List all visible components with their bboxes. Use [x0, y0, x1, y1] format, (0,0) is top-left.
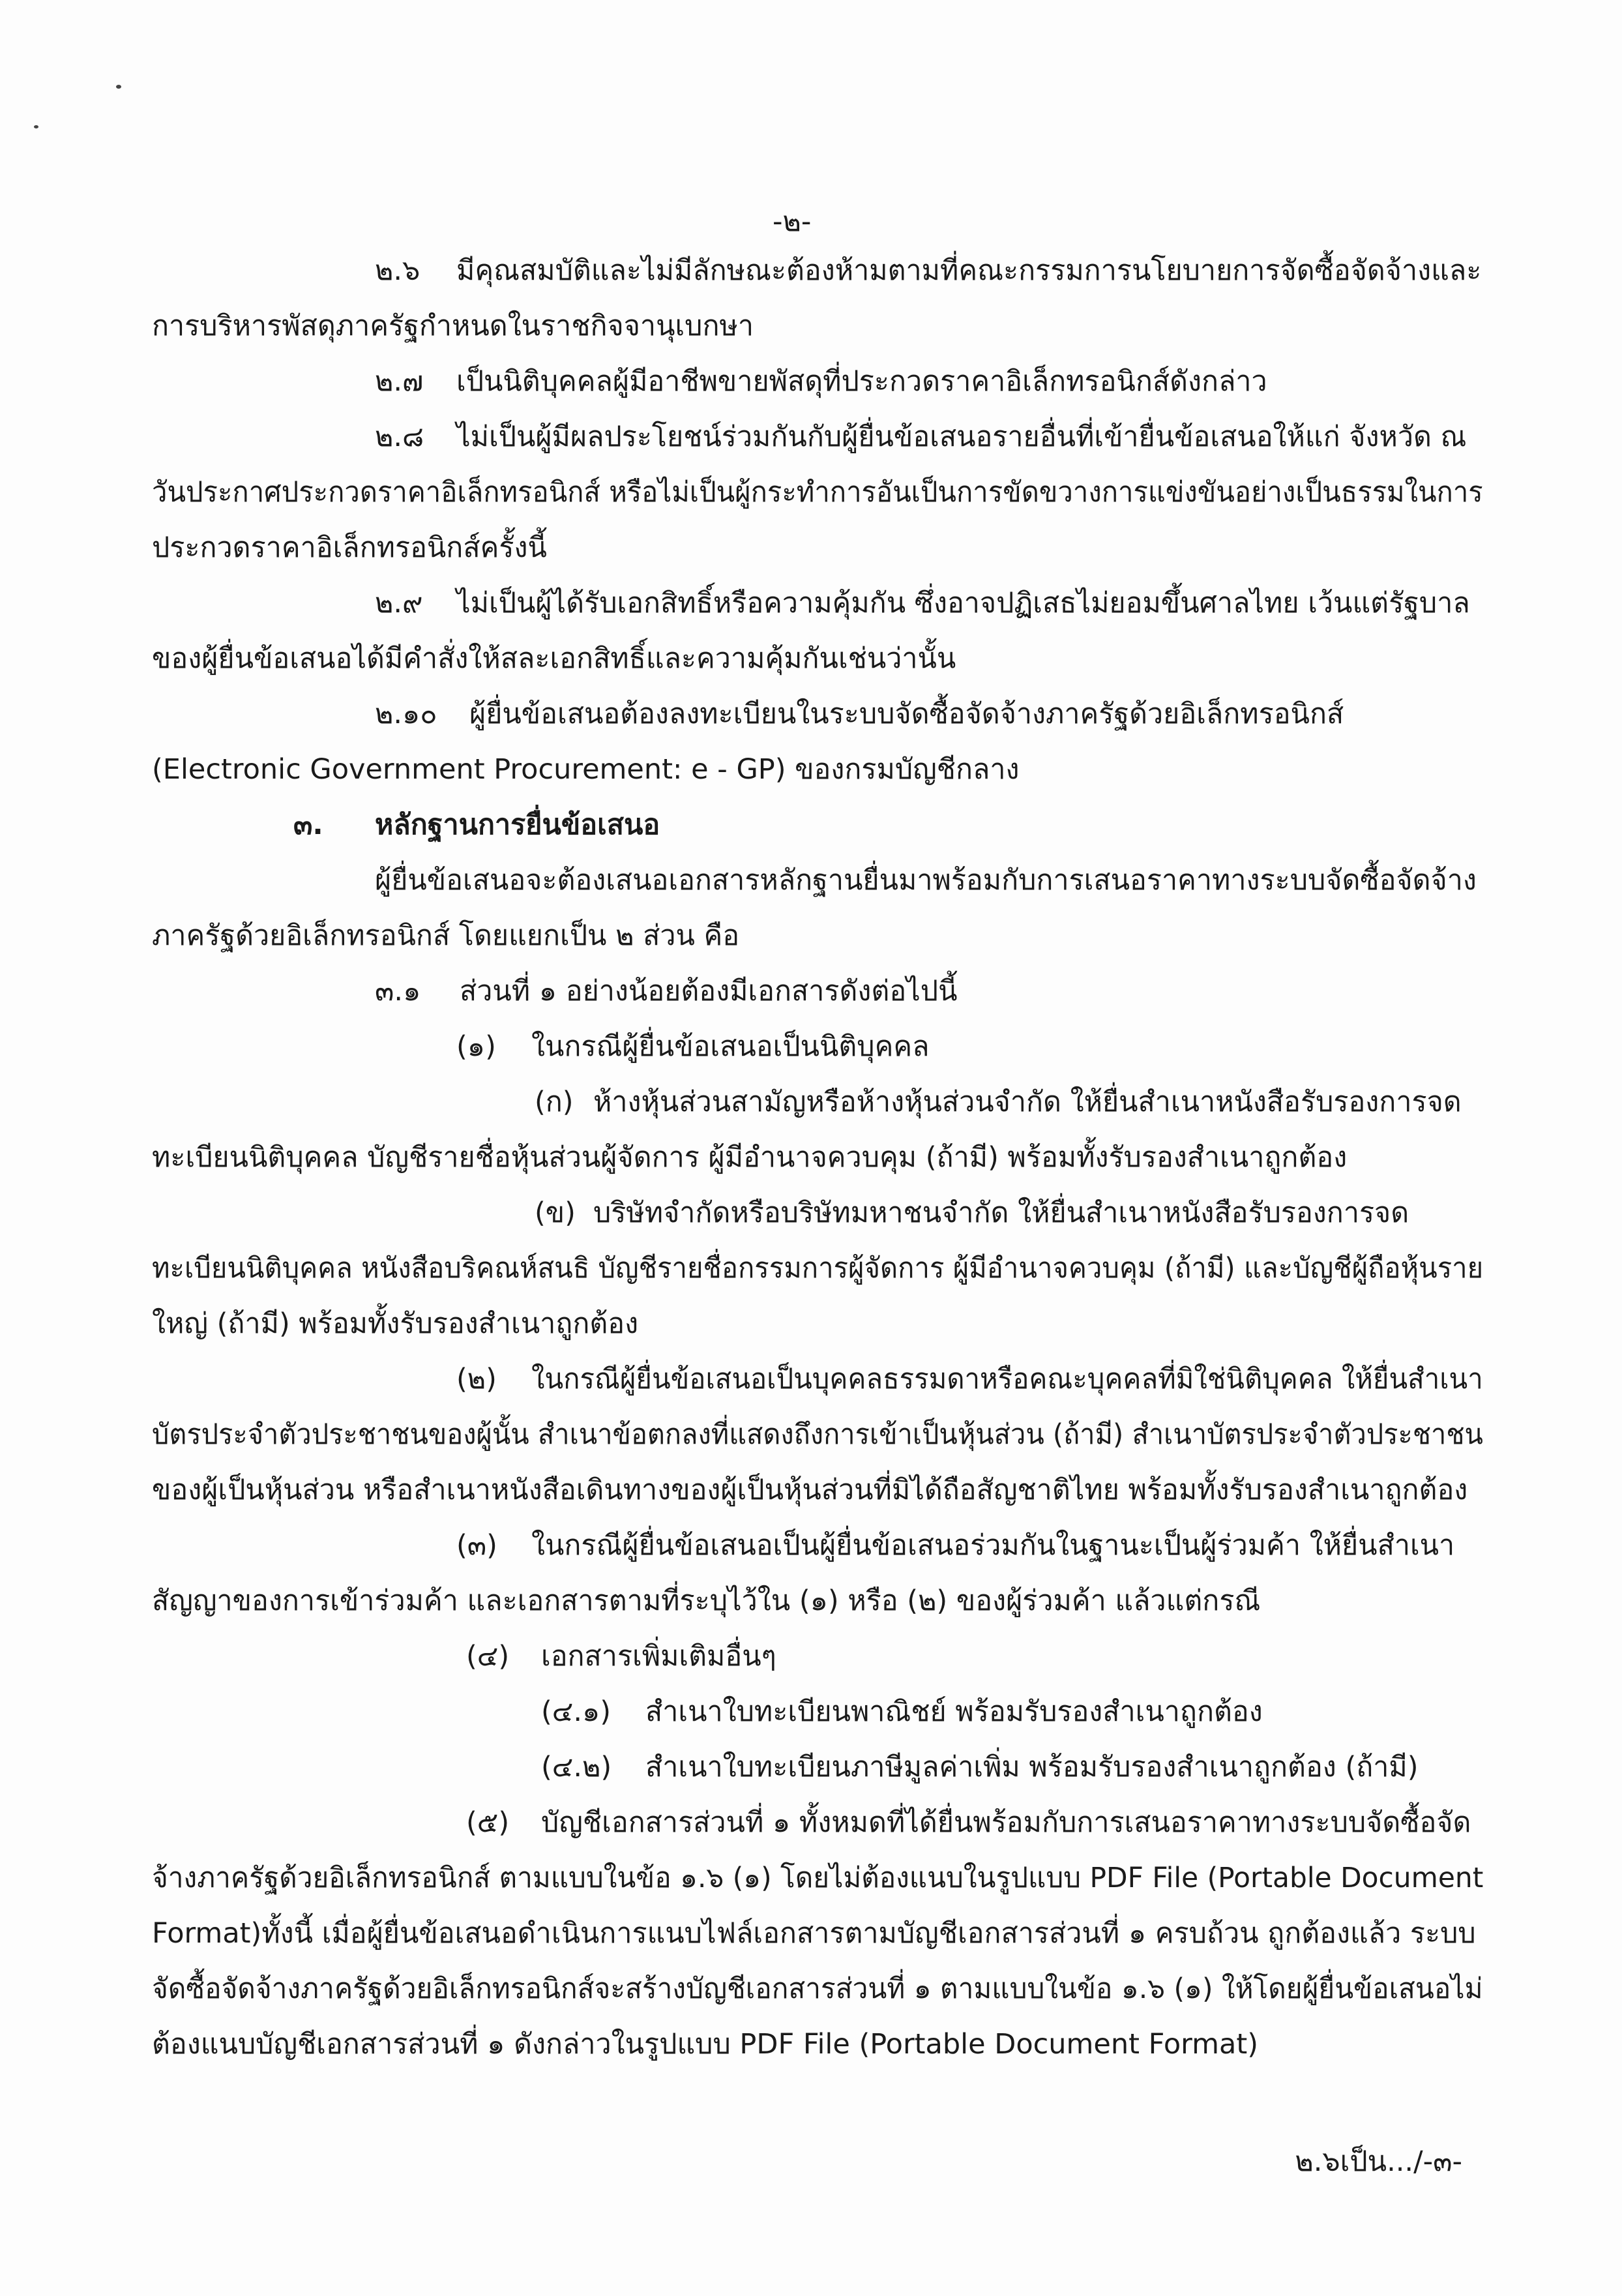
- section-number: ๒.๙: [375, 587, 423, 619]
- section-text: มีคุณสมบัติและไม่มีลักษณะต้องห้ามตามที่คณะกรรมการนโยบายการจัดซื้อจัดจ้างและ: [456, 254, 1482, 287]
- scan-speck: [116, 85, 121, 89]
- item-number: (๑): [456, 1030, 496, 1063]
- item-number: (ก): [535, 1086, 574, 1118]
- section-text: ไม่เป็นผู้ได้รับเอกสิทธิ์หรือความคุ้มกัน ซึ่งอาจปฏิเสธไม่ยอมขึ้นศาลไทย เว้นแต่รัฐบาล: [456, 587, 1470, 619]
- section-text-continuation: การบริหารพัสดุภาครัฐกำหนดในราชกิจจานุเบกษา: [152, 310, 754, 342]
- item-number: (๔.๒): [541, 1751, 612, 1783]
- section-number: ๒.๑๐: [375, 698, 437, 730]
- item-text-continuation: ทะเบียนนิติบุคคล บัญชีรายชื่อหุ้นส่วนผู้จัดการ ผู้มีอำนาจควบคุม (ถ้ามี) พร้อมทั้งรับรองสำเนาถูกต้อง: [152, 1141, 1348, 1174]
- page-continuation-note: ๒.๖เป็น.../-๓-: [1295, 2145, 1462, 2178]
- section-text: ส่วนที่ ๑ อย่างน้อยต้องมีเอกสารดังต่อไปนี้: [460, 975, 958, 1007]
- section-text: เป็นนิติบุคคลผู้มีอาชีพขายพัสดุที่ประกวดราคาอิเล็กทรอนิกส์ดังกล่าว: [456, 365, 1267, 398]
- item-text-continuation: ทะเบียนนิติบุคคล หนังสือบริคณห์สนธิ บัญชีรายชื่อกรรมการผู้จัดการ ผู้มีอำนาจควบคุม (ถ้ามี) และบัญชีผู้ถือหุ้นราย: [152, 1252, 1484, 1285]
- item-text-continuation: จ้างภาครัฐด้วยอิเล็กทรอนิกส์ ตามแบบในข้อ ๑.๖ (๑) โดยไม่ต้องแนบในรูปแบบ PDF File (Portable Document: [152, 1862, 1484, 1894]
- item-text: ในกรณีผู้ยื่นข้อเสนอเป็นผู้ยื่นข้อเสนอร่วมกันในฐานะเป็นผู้ร่วมค้า ให้ยื่นสำเนา: [531, 1529, 1455, 1562]
- section-text: ไม่เป็นผู้มีผลประโยชน์ร่วมกันกับผู้ยื่นข้อเสนอรายอื่นที่เข้ายื่นข้อเสนอให้แก่ จังหวัด ณ: [456, 421, 1467, 453]
- item-text: บัญชีเอกสารส่วนที่ ๑ ทั้งหมดที่ได้ยื่นพร้อมกับการเสนอราคาทางระบบจัดซื้อจัด: [541, 1806, 1471, 1839]
- item-text: เอกสารเพิ่มเติมอื่นๆ: [541, 1640, 776, 1673]
- section-text-continuation: ของผู้ยื่นข้อเสนอได้มีคำสั่งให้สละเอกสิทธิ์และความคุ้มกันเช่นว่านั้น: [152, 642, 956, 675]
- item-text-continuation: สัญญาของการเข้าร่วมค้า และเอกสารตามที่ระบุไว้ใน (๑) หรือ (๒) ของผู้ร่วมค้า แล้วแต่กรณี: [152, 1585, 1261, 1617]
- item-text: สำเนาใบทะเบียนภาษีมูลค่าเพิ่ม พร้อมรับรองสำเนาถูกต้อง (ถ้ามี): [645, 1751, 1419, 1783]
- item-number: (ข): [535, 1197, 576, 1229]
- page-number: -๒-: [773, 205, 812, 238]
- item-number: (๔): [466, 1640, 510, 1673]
- section-number: ๒.๗: [375, 365, 424, 398]
- item-text-continuation: จัดซื้อจัดจ้างภาครัฐด้วยอิเล็กทรอนิกส์จะสร้างบัญชีเอกสารส่วนที่ ๑ ตามแบบในข้อ ๑.๖ (๑) ให้โดยผู้ยื่นข้อเสนอไม่: [152, 1973, 1483, 2005]
- item-text: ในกรณีผู้ยื่นข้อเสนอเป็นบุคคลธรรมดาหรือคณะบุคคลที่มิใช่นิติบุคคล ให้ยื่นสำเนา: [531, 1363, 1483, 1395]
- section-text-continuation: ภาครัฐด้วยอิเล็กทรอนิกส์ โดยแยกเป็น ๒ ส่วน คือ: [152, 919, 740, 952]
- section-text: ผู้ยื่นข้อเสนอต้องลงทะเบียนในระบบจัดซื้อจัดจ้างภาครัฐด้วยอิเล็กทรอนิกส์: [469, 698, 1344, 730]
- section-text-continuation: ประกวดราคาอิเล็กทรอนิกส์ครั้งนี้: [152, 531, 547, 564]
- item-text: สำเนาใบทะเบียนพาณิชย์ พร้อมรับรองสำเนาถูกต้อง: [645, 1695, 1263, 1728]
- scan-speck: [34, 125, 38, 128]
- item-number: (๕): [466, 1806, 510, 1839]
- item-text-continuation: บัตรประจำตัวประชาชนของผู้นั้น สำเนาข้อตกลงที่แสดงถึงการเข้าเป็นหุ้นส่วน (ถ้ามี) สำเนาบัตรประจำตัวประชาชน: [152, 1418, 1483, 1451]
- item-text-continuation: ของผู้เป็นหุ้นส่วน หรือสำเนาหนังสือเดินทางของผู้เป็นหุ้นส่วนที่มิได้ถือสัญชาติไทย พร้อมทั้งรับรองสำเนาถูกต้อง: [152, 1474, 1468, 1506]
- item-text: ในกรณีผู้ยื่นข้อเสนอเป็นนิติบุคคล: [531, 1030, 930, 1063]
- item-number: (๔.๑): [541, 1695, 612, 1728]
- section-text-continuation: วันประกาศประกวดราคาอิเล็กทรอนิกส์ หรือไม่เป็นผู้กระทำการอันเป็นการขัดขวางการแข่งขันอย่างเป็นธรรมในการ: [152, 476, 1483, 509]
- item-text-continuation: ใหญ่ (ถ้ามี) พร้อมทั้งรับรองสำเนาถูกต้อง: [152, 1307, 639, 1340]
- section-text-continuation: (Electronic Government Procurement: e - GP) ของกรมบัญชีกลาง: [152, 753, 1020, 786]
- item-number: (๒): [456, 1363, 497, 1395]
- section-heading: หลักฐานการยื่นข้อเสนอ: [375, 809, 660, 841]
- item-number: (๓): [456, 1529, 497, 1562]
- item-text-continuation: Format)ทั้งนี้ เมื่อผู้ยื่นข้อเสนอดำเนินการแนบไฟล์เอกสารตามบัญชีเอกสารส่วนที่ ๑ ครบถ้วน ถูกต้องแล้ว ระบบ: [152, 1917, 1476, 1950]
- section-number: ๓.: [293, 809, 323, 841]
- section-text: ผู้ยื่นข้อเสนอจะต้องเสนอเอกสารหลักฐานยื่นมาพร้อมกับการเสนอราคาทางระบบจัดซื้อจัดจ้าง: [375, 864, 1477, 897]
- section-number: ๓.๑: [375, 975, 421, 1007]
- item-text-continuation: ต้องแนบบัญชีเอกสารส่วนที่ ๑ ดังกล่าวในรูปแบบ PDF File (Portable Document Format): [152, 2028, 1258, 2061]
- item-text: ห้างหุ้นส่วนสามัญหรือห้างหุ้นส่วนจำกัด ให้ยื่นสำเนาหนังสือรับรองการจด: [593, 1086, 1462, 1118]
- item-text: บริษัทจำกัดหรือบริษัทมหาชนจำกัด ให้ยื่นสำเนาหนังสือรับรองการจด: [593, 1197, 1409, 1229]
- section-number: ๒.๖: [375, 254, 420, 287]
- section-number: ๒.๘: [375, 421, 424, 453]
